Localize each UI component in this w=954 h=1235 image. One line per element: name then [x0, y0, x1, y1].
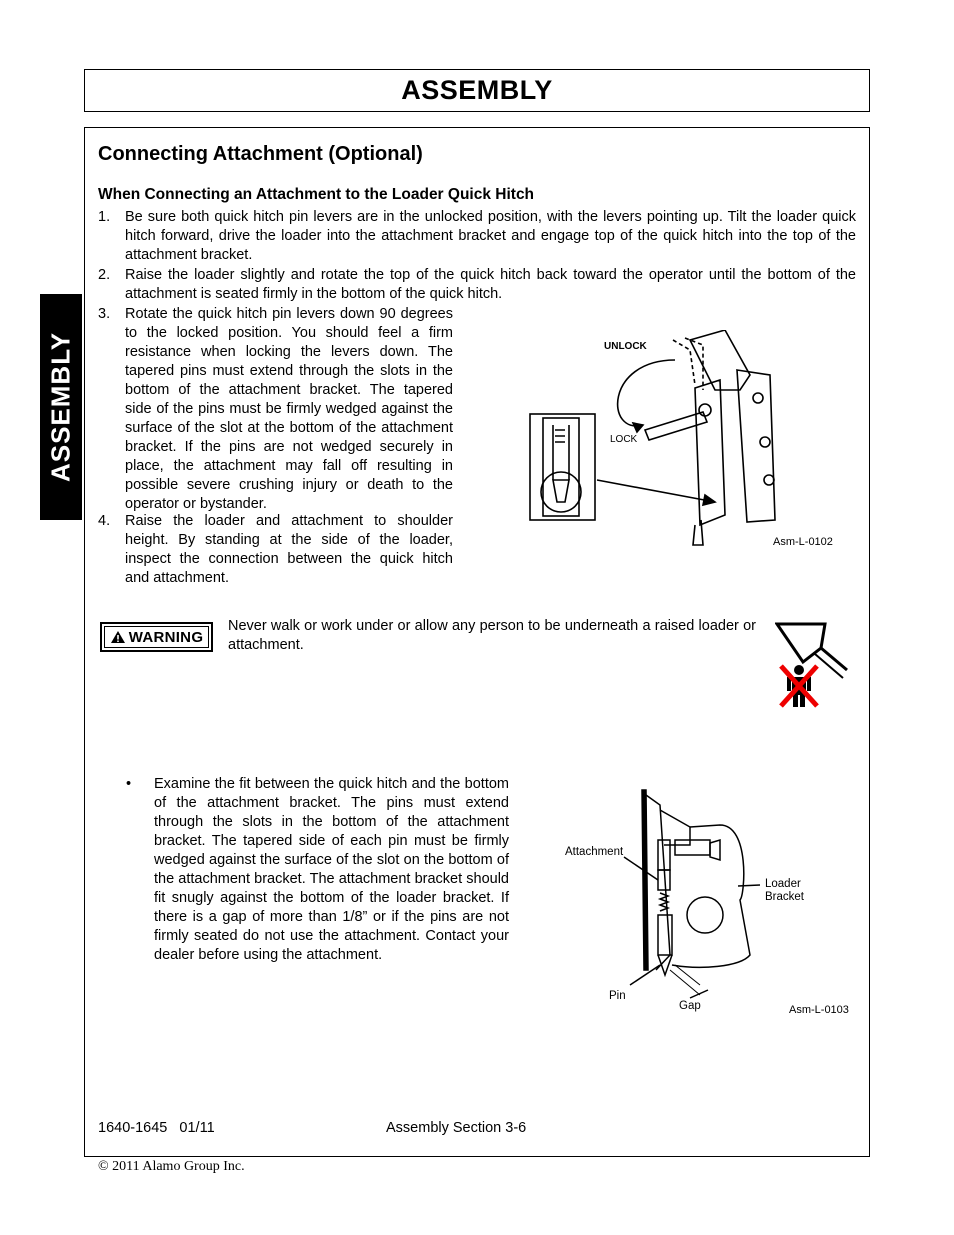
- loader-bracket-label: Bracket: [765, 891, 804, 903]
- section-subtitle: When Connecting an Attachment to the Loader Quick Hitch: [98, 186, 535, 203]
- bullet-mark: •: [126, 776, 132, 792]
- lock-label: LOCK: [610, 434, 638, 445]
- gap-label: Gap: [679, 1000, 701, 1012]
- step-text: Raise the loader and attachment to shoulder height. By standing at the side of the loader, inspect the connection between the quick hitch and attachment.: [125, 513, 453, 586]
- attachment-gap-figure: [560, 785, 860, 1020]
- section-title: Connecting Attachment (Optional): [98, 143, 423, 165]
- copyright: © 2011 Alamo Group Inc.: [98, 1159, 245, 1174]
- footer-doc-number: 1640-1645 01/11: [98, 1120, 215, 1136]
- step-number: 4.: [98, 513, 111, 529]
- warning-triangle-icon: [110, 630, 126, 644]
- step-number: 2.: [98, 267, 111, 283]
- bullet-text: Examine the fit between the quick hitch and the bottom of the attachment bracket. The pins must extend through the slots in the bottom of the attachment bracket. The tapered side of each pin must be firmly wedged against the surface of the slot on the bottom of the attachment bracket. The attachment bracket should fit snugly against the bottom of the loader bracket. If there is a gap of more than 1/8” or if the pins are not firmly seated do not use the attachment. Contact your dealer before using the attachment.: [154, 776, 509, 963]
- figure-code: Asm-L-0103: [789, 1004, 849, 1016]
- warning-text: Never walk or work under or allow any person to be underneath a raised loader or attachment.: [228, 618, 756, 653]
- crush-hazard-icon: [775, 622, 849, 708]
- step-text: Rotate the quick hitch pin levers down 90 degrees to the locked position. You should feel a firm resistance when locking the levers down. The tapered pins must extend through the slots in the bottom of the attachment bracket. The tapered side of the pins must be firmly wedged against the surface of the slot at the bottom of the attachment bracket. If the pins are not wedged securely in place, the attachment may fall off resulting in possible severe crushing injury or death to the operator or bystander.: [125, 306, 453, 512]
- side-tab-label: ASSEMBLY: [45, 331, 76, 483]
- figure-code: Asm-L-0102: [773, 536, 833, 548]
- step-number: 1.: [98, 209, 111, 225]
- pin-label: Pin: [609, 990, 626, 1002]
- side-tab: [40, 294, 82, 520]
- step-text: Raise the loader slightly and rotate the top of the quick hitch back toward the operator until the bottom of the attachment is seated firmly in the bottom of the quick hitch.: [125, 267, 856, 302]
- warning-badge: [100, 622, 213, 652]
- page-title: ASSEMBLY: [401, 75, 553, 105]
- quick-hitch-lever-figure: [525, 330, 845, 560]
- unlock-label: UNLOCK: [604, 341, 647, 352]
- header-box: [84, 69, 870, 112]
- footer-section: Assembly Section 3-6: [386, 1120, 527, 1136]
- loader-bracket-label: Loader: [765, 878, 801, 890]
- step-text: Be sure both quick hitch pin levers are in the unlocked position, with the levers pointing up. Tilt the loader quick hitch forward, drive the loader into the attachment bracket and engage top of the quick hitch into the top of the attachment bracket.: [125, 209, 856, 263]
- warning-badge-text: WARNING: [128, 628, 204, 646]
- attachment-label: Attachment: [565, 846, 624, 858]
- step-number: 3.: [98, 306, 111, 322]
